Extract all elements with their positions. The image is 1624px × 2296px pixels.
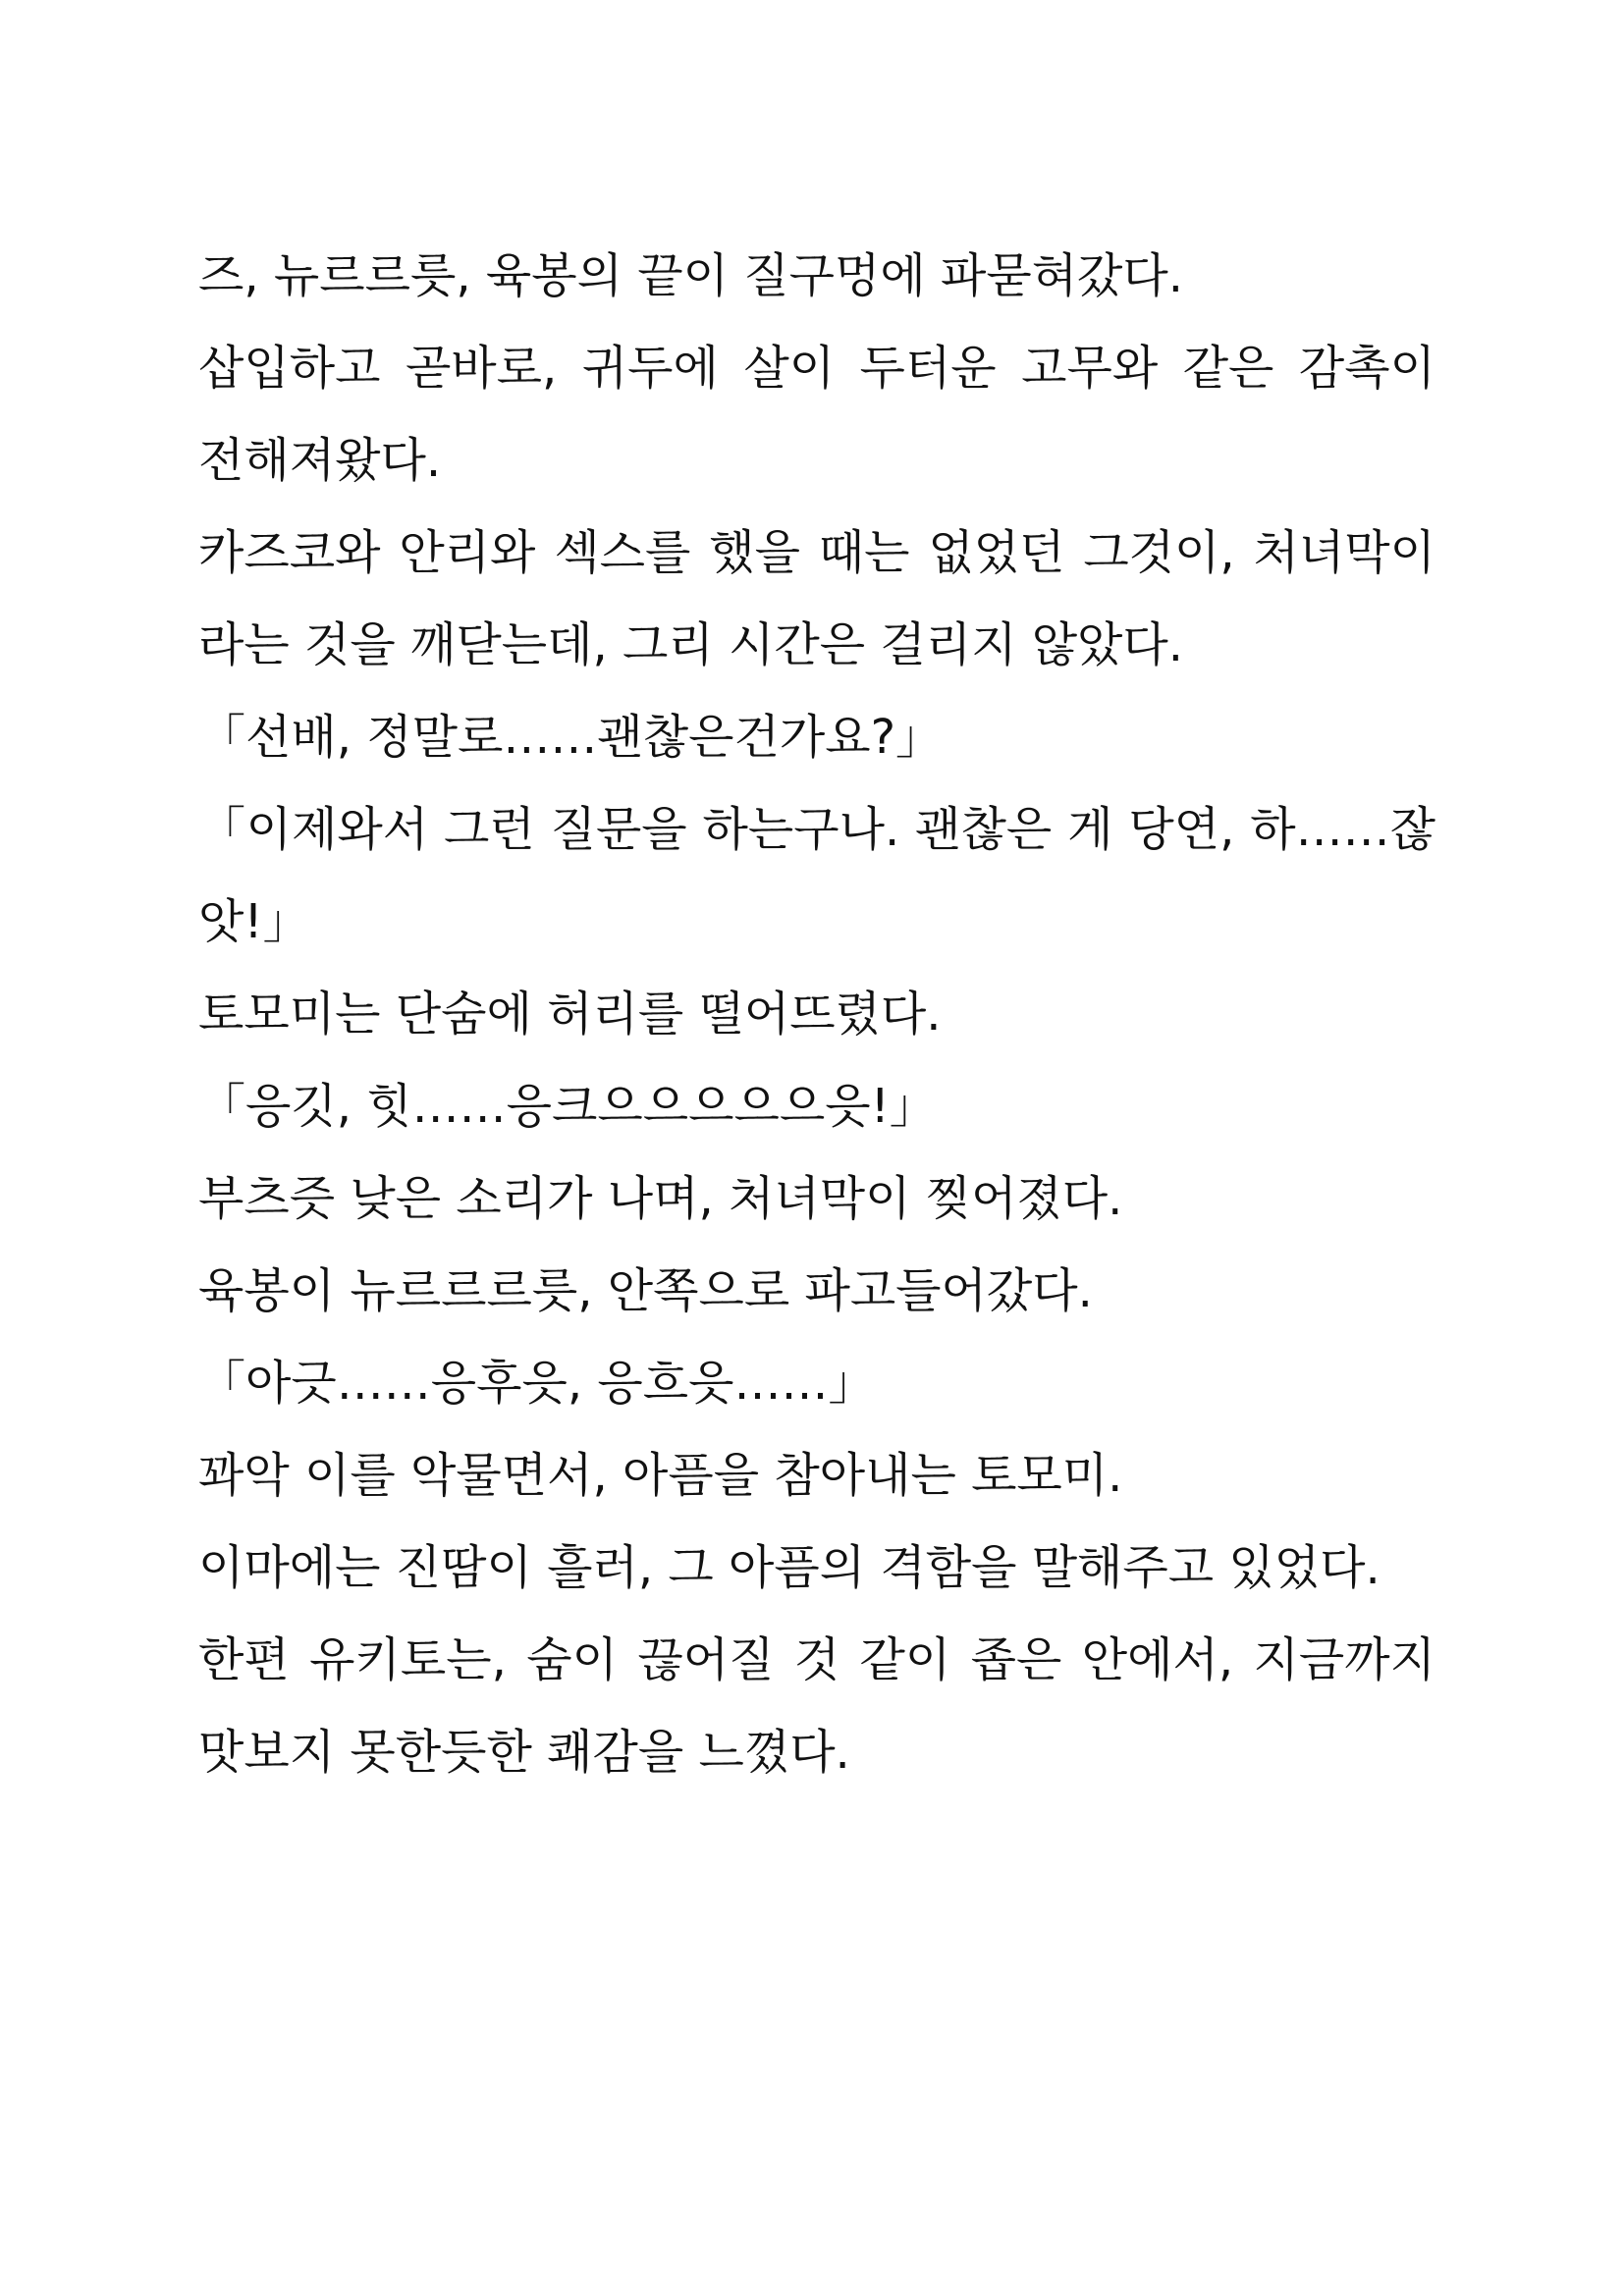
paragraph-4 bbox=[198, 691, 1435, 783]
paragraph-6 bbox=[198, 968, 1435, 1060]
paragraph-5 bbox=[198, 783, 1435, 968]
text-line: 이마에는 진땀이 흘러, 그 아픔의 격함을 말해주고 있었다. bbox=[198, 1540, 1380, 1595]
paragraph-12 bbox=[198, 1522, 1435, 1614]
paragraph-8 bbox=[198, 1152, 1435, 1245]
paragraph-11 bbox=[198, 1429, 1435, 1522]
text-line: 「선배, 정말로……괜찮은건가요?」 bbox=[198, 710, 944, 765]
paragraph-1 bbox=[198, 230, 1435, 322]
paragraph-13 bbox=[198, 1614, 1435, 1798]
text-line: 육봉이 뉴르르르릇, 안쪽으로 파고들어갔다. bbox=[198, 1263, 1093, 1318]
text-line: 「이제와서 그런 질문을 하는구나. 괜찮은 게 당연, 하……잖 bbox=[198, 802, 1435, 857]
paragraph-10 bbox=[198, 1337, 1435, 1429]
text-line: 전해져왔다. bbox=[198, 433, 442, 488]
text-line: 토모미는 단숨에 허리를 떨어뜨렸다. bbox=[198, 987, 942, 1041]
text-line: 꽈악 이를 악물면서, 아픔을 참아내는 토모미. bbox=[198, 1448, 1123, 1503]
text-line: 「응깃, 힛……응크으으으으으읏!」 bbox=[198, 1079, 937, 1134]
text-line: 라는 것을 깨닫는데, 그리 시간은 걸리지 않았다. bbox=[198, 617, 1184, 672]
text-line: 삽입하고 곧바로, 귀두에 살이 두터운 고무와 같은 감촉이 bbox=[198, 341, 1435, 396]
text-line: 앗!」 bbox=[198, 894, 310, 949]
paragraph-3 bbox=[198, 507, 1435, 691]
paragraph-7 bbox=[198, 1060, 1435, 1152]
text-line: 즈, 뉴르르릇, 육봉의 끝이 질구멍에 파묻혀갔다. bbox=[198, 248, 1184, 303]
paragraph-9 bbox=[198, 1245, 1435, 1337]
text-line: 한편 유키토는, 숨이 끊어질 것 같이 좁은 안에서, 지금까지 bbox=[198, 1632, 1435, 1687]
paragraph-2 bbox=[198, 322, 1435, 507]
text-line: 부츠즛 낮은 소리가 나며, 처녀막이 찢어졌다. bbox=[198, 1171, 1123, 1226]
text-line: 맛보지 못한듯한 쾌감을 느꼈다. bbox=[198, 1725, 850, 1780]
text-line: 카즈코와 안리와 섹스를 했을 때는 없었던 그것이, 처녀막이 bbox=[198, 525, 1435, 580]
text-line: 「아긋……응후읏, 응흐읏……」 bbox=[198, 1356, 876, 1411]
